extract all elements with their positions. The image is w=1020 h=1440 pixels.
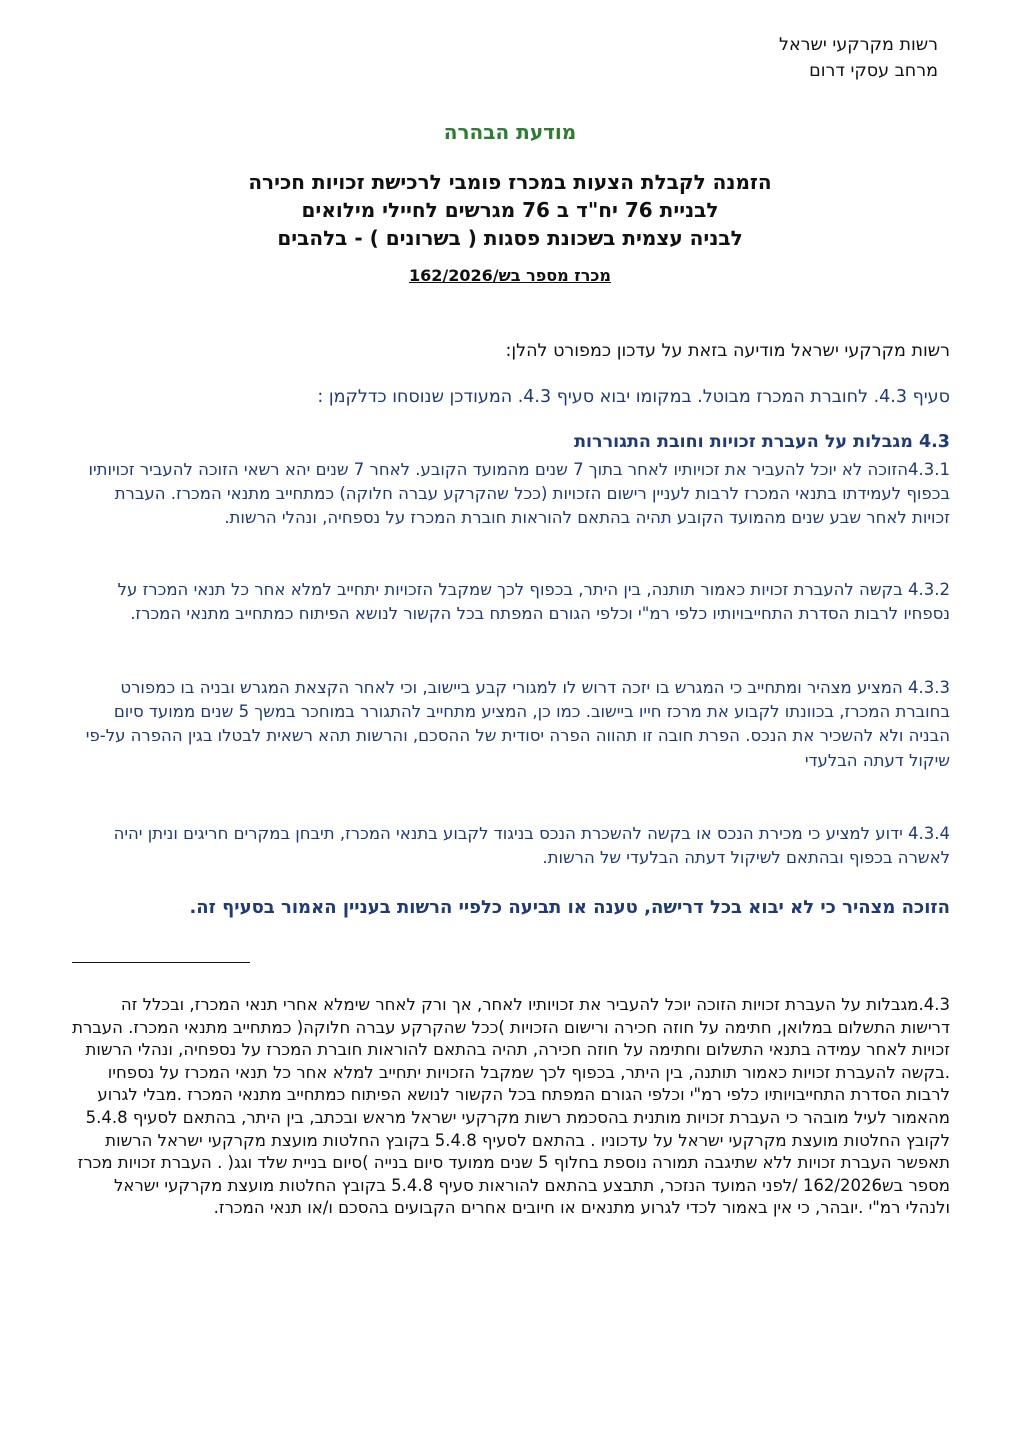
region-name: מרחב עסקי דרום	[809, 61, 938, 81]
intro-text: רשות מקרקעי ישראל מודיעה בזאת על עדכון כמפורט להלן:	[505, 341, 950, 361]
title-line-2: לבניית 76 יח"ד ב 76 מגרשים לחיילי מילואים	[301, 198, 719, 222]
clause-4-3-3: 4.3.3 המציע מצהיר ומתחייב כי המגרש בו יזכה דרוש לו למגורי קבע ביישוב, וכי לאחר הקצאת המגרש ובניה בו כמפורט בחוברת המכרז, בכוונתו לקבוע את מרכז חייו ביישוב. כמו כן, המציע מתחייב להתגורר במוחכר במשך 5 שנים ממועד סיום הבניה ולא להשכיר את הנכס. הפרת חובה זו תהווה הפרה יסודית של ההסכם, והרשות תהא רשאית לבטלו בגין ההפרה על-פי שיקול דעתה הבלעדי	[85, 678, 950, 770]
title-line-3: לבניה עצמית בשכונת פסגות ( בשרונים ) - בלהבים	[277, 226, 743, 250]
old-section-text: 4.3.מגבלות על העברת זכויות הזוכה יוכל להעביר את זכויותיו לאחר, אך ורק לאחר שימלא אחרי תנאי המכרז, ובכלל זה דרישות התשלום במלואן, חתימה על חוזה חכירה ורישום הזכויות )ככל שהקרקע עברה חלוקה( כמתחייב מתנאי המכרז. העברת זכויות לאחר עמידה בתנאי התשלום וחתימה על חוזה חכירה, תהיה בהתאם להוראות חוברת המכרז על נספחיה, ונהלי הרשות .בקשה להעברת זכויות כאמור תותנה, בין היתר, בכפוף לכך שמקבל הזכויות יתחייב למלא אחר כל תנאי המכרז על נספחיו לרבות הסדרת התחייבויותיו כלפי רמ"י וכלפי הגורם המפתח בכל הקשור לנושא הפיתוח כמתחייב מתנאי המכרז .מבלי לגרוע מהאמור לעיל מובהר כי העברת זכויות מותנית בהסכמת רשות מקרקעי ישראל מראש ובכתב, בין היתר, בהתאם לסעיף 5.4.8 לקובץ החלטות מועצת מקרקעי ישראל על עדכוניו . בהתאם לסעיף 5.4.8 בקובץ החלטות מועצת מקרקעי ישראל הרשות תאפשר העברת זכויות ללא שתיגבה תמורה נוספת בחלוף 5 שנים ממועד סיום בנייה )סיום בניית שלד וגג( . העברת זכויות מכרז מספר בש162/2026 /לפני המועד הנזכר, תתבצע בהתאם להוראות סעיף 5.4.8 בקובץ החלטות מועצת מקרקעי ישראל ולנהלי רמ"י .יובהר, כי אין באמור לכדי לגרוע מתנאים או חיובים אחרים הקבועים בהסכם ו/או תנאי המכרז.	[72, 995, 950, 1218]
divider	[72, 962, 250, 963]
notice-title: מודעת הבהרה	[443, 120, 577, 144]
letterhead	[779, 32, 938, 84]
title-line-1: הזמנה לקבלת הצעות במכרז פומבי לרכישת זכויות חכירה	[248, 170, 772, 194]
section-heading: 4.3 מגבלות על העברת זכויות וחובת התגוררות	[574, 432, 950, 452]
org-name: רשות מקרקעי ישראל	[779, 35, 938, 55]
clause-4-3-2: 4.3.2 בקשה להעברת זכויות כאמור תותנה, בין היתר, בכפוף לכך שמקבל הזכויות יתחייב למלא אחר כל תנאי המכרז על נספחיו לרבות הסדרת התחייבויותיו כלפי רמ"י וכלפי הגורם המפתח בכל הקשור לנושא הפיתוח כמתחייב מתנאי המכרז.	[117, 580, 950, 624]
tender-number: מכרז מספר בש/162/2026	[409, 266, 611, 285]
section-reference: סעיף 4.3. לחוברת המכרז מבוטל. במקומו יבוא סעיף 4.3. המעודכן שנוסחו כדלקמן :	[317, 387, 950, 407]
clause-4-3-4: 4.3.4 ידוע למציע כי מכירת הנכס או בקשה להשכרת הנכס בניגוד לקבוע בתנאי המכרז, תיבחן במקרים חריגים וניתן יהיה לאשרה בכפוף ובהתאם לשיקול דעתה הבלעדי של הרשות.	[113, 824, 950, 868]
main-title	[200, 168, 820, 252]
disclaimer: הזוכה מצהיר כי לא יבוא בכל דרישה, טענה או תביעה כלפיי הרשות בעניין האמור בסעיף זה.	[189, 897, 950, 918]
clause-4-3-1: 4.3.1הזוכה לא יוכל להעביר את זכויותיו לאחר בתוך 7 שנים מהמועד הקובע. לאחר 7 שנים יהא רשאי הזוכה להעביר זכויותיו בכפוף לעמידתו בתנאי המכרז לרבות לעניין רישום הזכויות (ככל שהקרקע עברה חלוקה) כמתחייב מתנאי המכרז. העברת זכויות לאחר שבע שנים מהמועד הקובע תהיה בהתאם להוראות חוברת המכרז על נספחיה, ונהלי הרשות.	[88, 460, 950, 528]
